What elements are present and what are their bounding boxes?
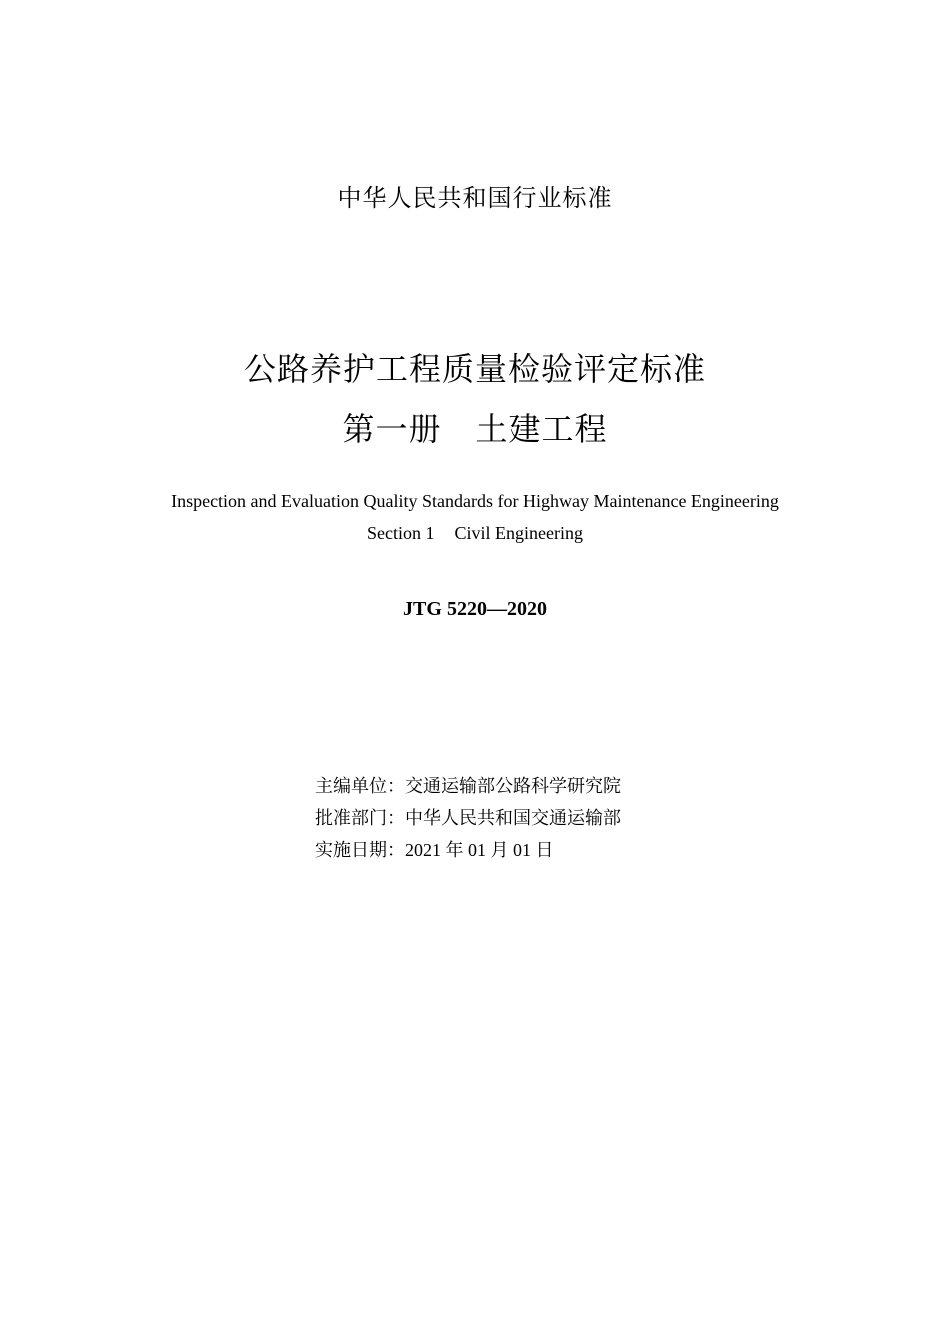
section-name: Civil Engineering bbox=[454, 523, 583, 543]
approver-row bbox=[315, 802, 621, 834]
volume-name: 土建工程 bbox=[475, 410, 608, 448]
approver-value: 中华人民共和国交通运输部 bbox=[405, 808, 621, 828]
editor-value: 交通运输部公路科学研究院 bbox=[405, 776, 621, 796]
approver-label: 批准部门： bbox=[315, 808, 405, 828]
effective-date-row bbox=[315, 834, 621, 866]
document-section-english bbox=[0, 523, 950, 544]
effective-date-label: 实施日期： bbox=[315, 840, 405, 860]
editor-row bbox=[315, 770, 621, 802]
publication-info bbox=[315, 770, 621, 866]
editor-label: 主编单位： bbox=[315, 776, 405, 796]
standard-code: JTG 5220—2020 bbox=[403, 598, 547, 620]
volume-number: 第一册 bbox=[342, 410, 442, 448]
document-title-english: Inspection and Evaluation Quality Standards for Highway Maintenance Engineering bbox=[171, 491, 779, 511]
standard-category: 中华人民共和国行业标准 bbox=[337, 184, 613, 212]
document-volume-chinese bbox=[0, 404, 950, 450]
section-number: Section 1 bbox=[367, 523, 435, 543]
effective-date-value: 2021 年 01 月 01 日 bbox=[405, 840, 554, 860]
document-title-chinese: 公路养护工程质量检验评定标准 bbox=[243, 350, 706, 388]
